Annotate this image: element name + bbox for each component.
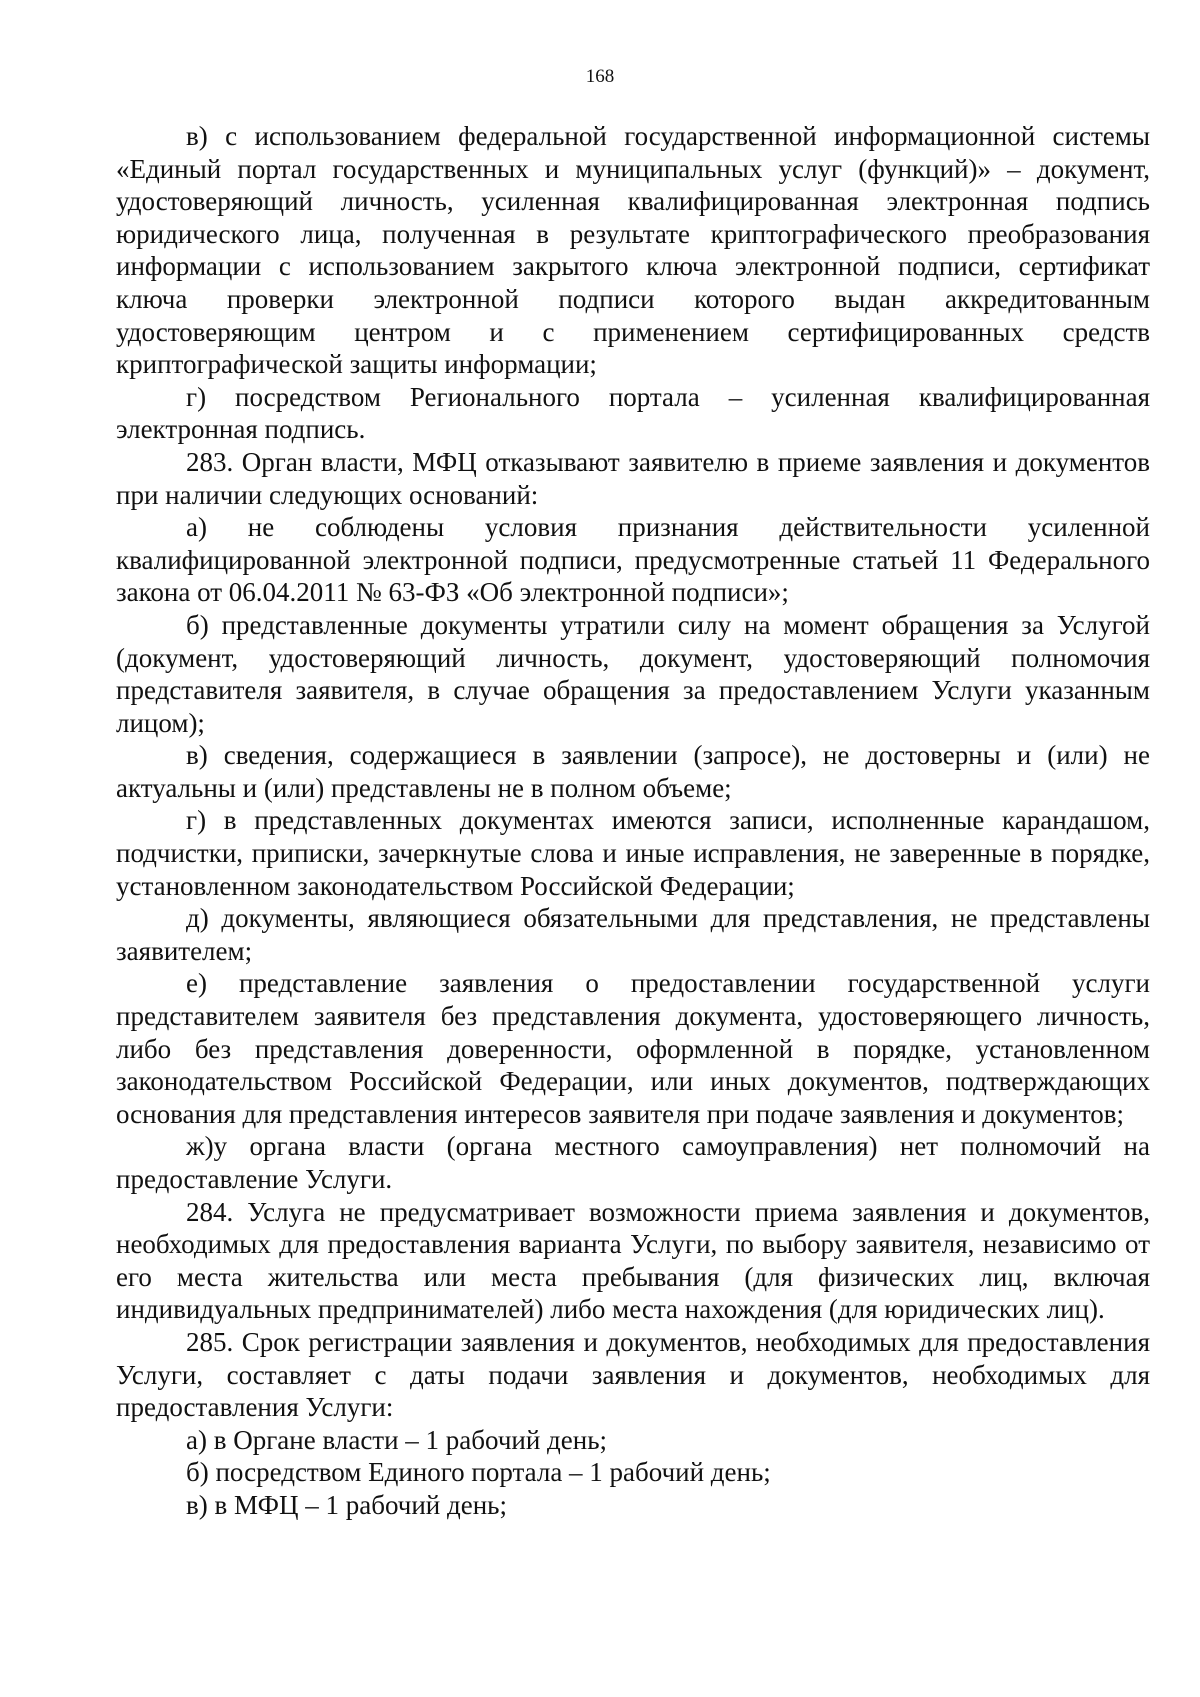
paragraph-g-regional-portal: г) посредством Регионального портала – усиленная квалифицированная электронная подпись. xyxy=(116,381,1150,445)
paragraph-285-b: б) посредством Единого портала – 1 рабочий день; xyxy=(186,1457,771,1488)
paragraph-283-zh: ж)у органа власти (органа местного самоуправления) нет полномочий на предоставление Услуги. xyxy=(116,1131,1150,1194)
paragraph-283-b: б) представленные документы утратили силу на момент обращения за Услугой (документ, удостоверяющий личность, документ, удостоверяющий полномочия представителя заявителя, в случае обращения за предоставлением Услуги указанным лицом); xyxy=(116,609,1150,738)
paragraph-285-a: а) в Органе власти – 1 рабочий день; xyxy=(186,1424,608,1455)
paragraph-284: 284. Услуга не предусматривает возможности приема заявления и документов, необходимых для предоставления варианта Услуги, по выбору заявителя, независимо от его места жительства или места пребывания (для физических лиц, включая индивидуальных предпринимателей) либо места нахождения (для юридических лиц). xyxy=(116,1196,1150,1325)
paragraph-285: 285. Срок регистрации заявления и документов, необходимых для предоставления Услуги, составляет с даты подачи заявления и документов, необходимых для предоставления Услуги: xyxy=(116,1326,1150,1423)
paragraph-283-e: е) представление заявления о предоставлении государственной услуги представителем заявителя без представления документа, удостоверяющего личность, либо без представления доверенности, оформленной в порядке, установленном законодательством Российской Федерации, или иных документов, подтверждающих основания для представления интересов заявителя при подаче заявления и документов; xyxy=(116,968,1150,1129)
paragraph-283-d: д) документы, являющиеся обязательными для представления, не представлены заявителем; xyxy=(116,903,1150,966)
paragraph-283-a: а) не соблюдены условия признания действительности усиленной квалифицированной электронной подписи, предусмотренные статьей 11 Федерального закона от 06.04.2011 № 63-ФЗ «Об электронной подписи»; xyxy=(116,512,1150,608)
document-body xyxy=(116,120,1150,1522)
paragraph-283-v: в) сведения, содержащиеся в заявлении (запросе), не достоверны и (или) не актуальны и (или) представлены не в полном объеме; xyxy=(116,740,1150,803)
paragraph-v-portal-signature: в) с использованием федеральной государственной информационной системы «Единый портал государственных и муниципальных услуг (функций)» – документ, удостоверяющий личность, усиленная квалифицированная электронная подпись юридического лица, полученная в результате криптографического преобразования информации с использованием закрытого ключа электронной подписи, сертификат ключа проверки электронной подписи которого выдан аккредитованным удостоверяющим центром и с применением сертифицированных средств криптографической защиты информации; xyxy=(116,121,1150,380)
paragraph-283: 283. Орган власти, МФЦ отказывают заявителю в приеме заявления и документов при наличии следующих оснований: xyxy=(116,446,1150,510)
page-number: 168 xyxy=(585,66,615,87)
paragraph-283-g: г) в представленных документах имеются записи, исполненные карандашом, подчистки, приписки, зачеркнутые слова и иные исправления, не заверенные в порядке, установленном законодательством Российской Федерации; xyxy=(116,805,1150,901)
paragraph-285-v: в) в МФЦ – 1 рабочий день; xyxy=(186,1489,507,1520)
